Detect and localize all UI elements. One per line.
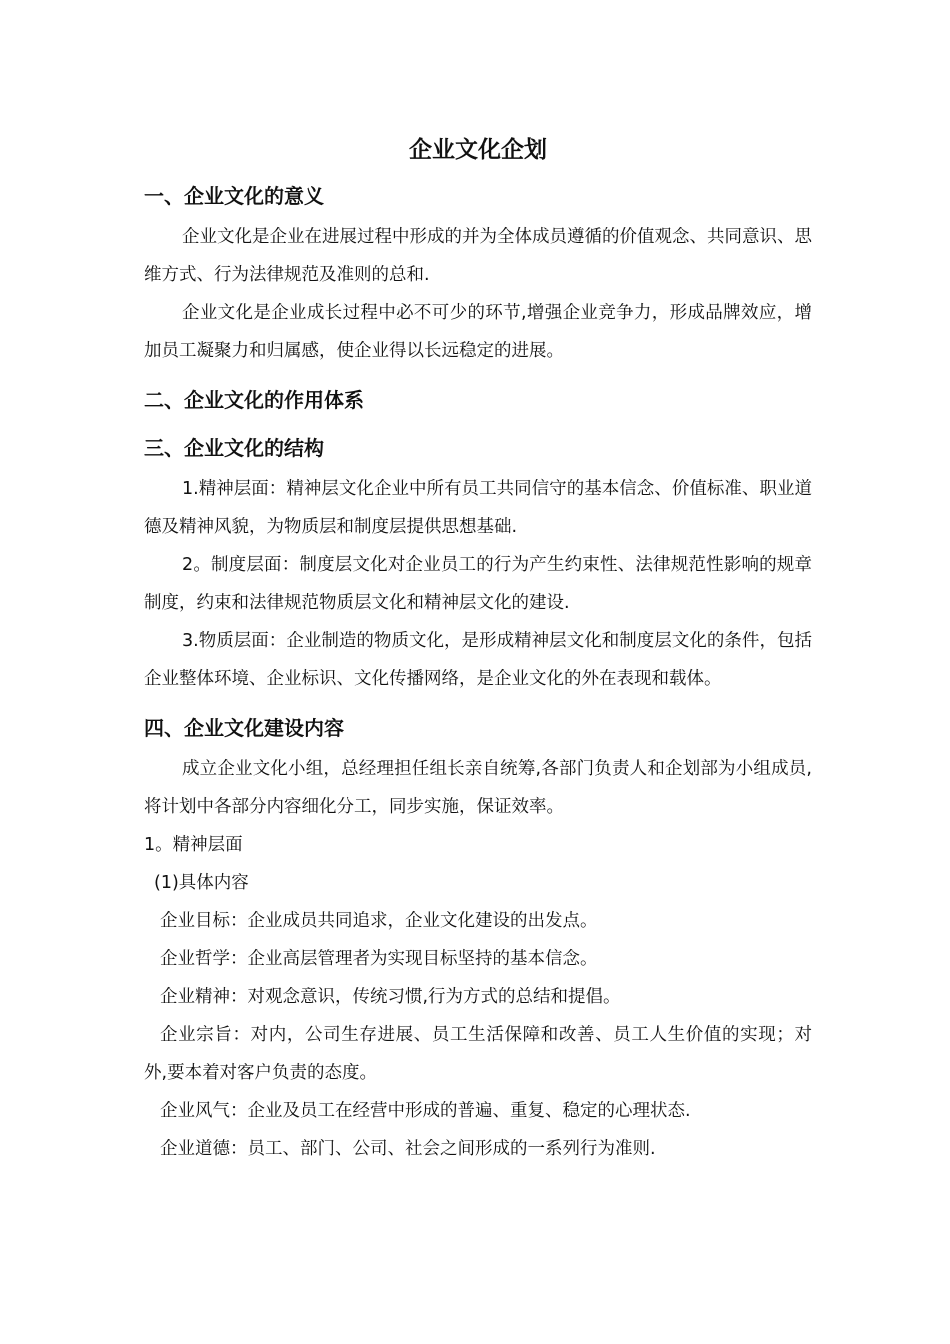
sub-subsection-heading: (1)具体内容 bbox=[154, 873, 249, 893]
section-4-paragraph-1: 成立企业文化小组，总经理担任组长亲自统筹,各部门负责人和企划部为小组成员,将计划中各部分内容细化分工，同步实施，保证效率。 bbox=[144, 759, 812, 817]
content-item: 企业宗旨：对内，公司生存进展、员工生活保障和改善、员工人生价值的实现；对外,要本着对客户负责的态度。 bbox=[144, 1025, 812, 1083]
section-3-paragraph-3: 3.物质层面：企业制造的物质文化，是形成精神层文化和制度层文化的条件，包括企业整体环境、企业标识、文化传播网络，是企业文化的外在表现和载体。 bbox=[144, 631, 812, 689]
content-item: 企业哲学：企业高层管理者为实现目标坚持的基本信念。 bbox=[160, 949, 598, 969]
subsection-heading: 1。精神层面 bbox=[144, 835, 243, 855]
section-heading-2: 二、企业文化的作用体系 bbox=[144, 388, 364, 412]
content-item: 企业风气：企业及员工在经营中形成的普遍、重复、稳定的心理状态. bbox=[160, 1101, 691, 1121]
content-item: 企业道德：员工、部门、公司、社会之间形成的一系列行为准则. bbox=[160, 1139, 656, 1159]
section-3-paragraph-2: 2。制度层面：制度层文化对企业员工的行为产生约束性、法律规范性影响的规章制度，约束和法律规范物质层文化和精神层文化的建设. bbox=[144, 555, 812, 613]
section-heading-3: 三、企业文化的结构 bbox=[144, 436, 324, 460]
section-heading-4: 四、企业文化建设内容 bbox=[144, 716, 344, 740]
section-1-paragraph-2: 企业文化是企业成长过程中必不可少的环节,增强企业竞争力，形成品牌效应，增加员工凝聚力和归属感，使企业得以长远稳定的进展。 bbox=[144, 303, 812, 361]
content-item: 企业精神：对观念意识，传统习惯,行为方式的总结和提倡。 bbox=[160, 987, 621, 1007]
document-title: 企业文化企划 bbox=[409, 137, 547, 163]
section-3-paragraph-1: 1.精神层面：精神层文化企业中所有员工共同信守的基本信念、价值标准、职业道德及精神风貌，为物质层和制度层提供思想基础. bbox=[144, 479, 812, 537]
document-page bbox=[144, 126, 812, 1168]
section-1-paragraph-1: 企业文化是企业在进展过程中形成的并为全体成员遵循的价值观念、共同意识、思维方式、行为法律规范及准则的总和. bbox=[144, 227, 812, 285]
content-item: 企业目标：企业成员共同追求，企业文化建设的出发点。 bbox=[160, 911, 598, 931]
section-heading-1: 一、企业文化的意义 bbox=[144, 184, 324, 208]
